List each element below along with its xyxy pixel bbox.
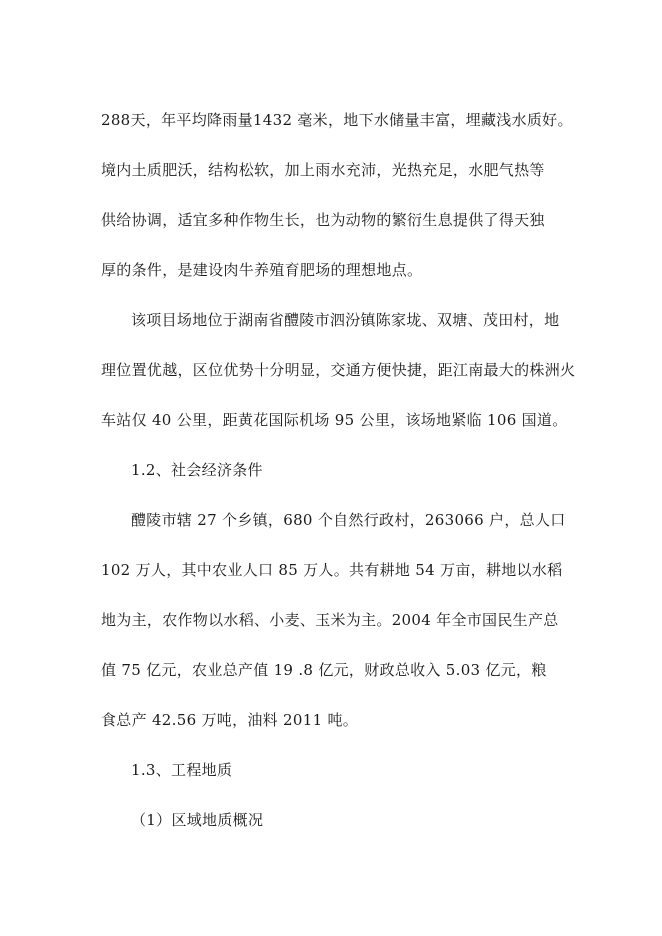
paragraph-line: 102 万人，其中农业人口 85 万人。共有耕地 54 万亩，耕地以水稻 <box>101 561 563 579</box>
paragraph-line: 值 75 亿元，农业总产值 19 .8 亿元，财政总收入 5.03 亿元，粮 <box>101 661 547 679</box>
paragraph-line: 车站仅 40 公里，距黄花国际机场 95 公里，该场地紧临 106 国道。 <box>101 411 568 429</box>
paragraph-line: 厚的条件，是建设肉牛养殖育肥场的理想地点。 <box>101 261 423 279</box>
paragraph-line: 理位置优越，区位优势十分明显，交通方便快捷，距江南最大的株洲火 <box>101 361 576 379</box>
paragraph-line: 食总产 42.56 万吨，油料 2011 吨。 <box>101 711 359 729</box>
paragraph-line: 该项目场地位于湖南省醴陵市泗汾镇陈家垅、双塘、茂田村，地 <box>131 311 560 329</box>
section-heading: 1.3、工程地质 <box>131 761 233 779</box>
paragraph-line: 地为主，农作物以水稻、小麦、玉米为主。2004 年全市国民生产总 <box>101 611 559 629</box>
paragraph-line: 供给协调，适宜多种作物生长，也为动物的繁衍生息提供了得天独 <box>101 211 545 229</box>
section-heading: 1.2、社会经济条件 <box>131 461 263 479</box>
subsection-heading: （1）区域地质概况 <box>131 811 264 829</box>
paragraph-line: 288天，年平均降雨量1432 毫米，地下水储量丰富，埋藏浅水质好。 <box>101 111 573 129</box>
paragraph-line: 境内土质肥沃，结构松软，加上雨水充沛，光热充足，水肥气热等 <box>101 161 545 179</box>
paragraph-line: 醴陵市辖 27 个乡镇，680 个自然行政村，263066 户，总人口 <box>131 511 566 529</box>
